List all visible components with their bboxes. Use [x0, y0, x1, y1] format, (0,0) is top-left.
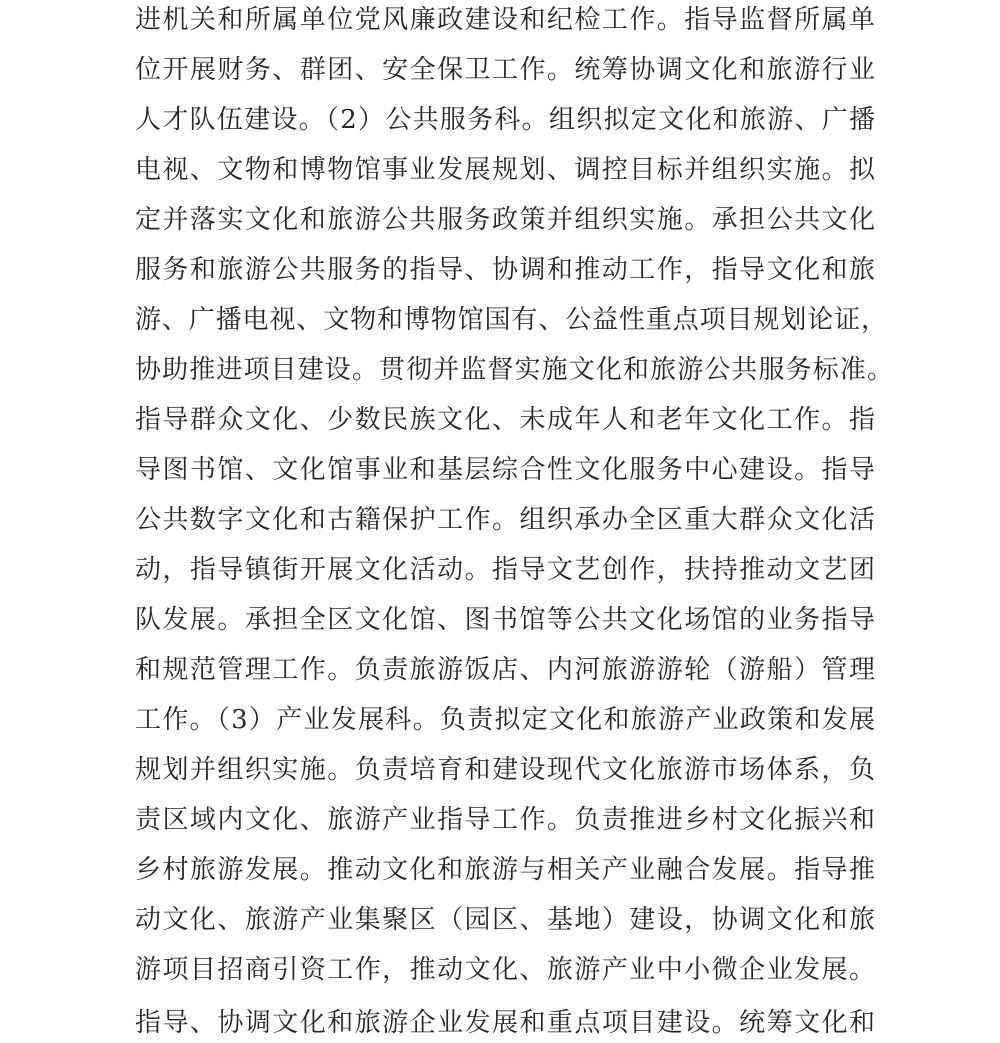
text-line-21: 指导、协调文化和旅游企业发展和重点项目建设。统筹文化和: [135, 1008, 875, 1038]
text-line-5: 定并落实文化和旅游公共服务政策并组织实施。承担公共文化: [135, 205, 875, 235]
text-line-2: 位开展财务、群团、安全保卫工作。统筹协调文化和旅游行业: [135, 55, 875, 85]
text-line-17: 责区域内文化、旅游产业指导工作。负责推进乡村文化振兴和: [135, 805, 875, 835]
text-line-11: 公共数字文化和古籍保护工作。组织承办全区重大群众文化活: [135, 505, 875, 535]
text-line-3: 人才队伍建设。（2）公共服务科。组织拟定文化和旅游、广播: [135, 105, 875, 135]
text-line-13: 队发展。承担全区文化馆、图书馆等公共文化场馆的业务指导: [135, 605, 875, 635]
text-line-6: 服务和旅游公共服务的指导、协调和推动工作，指导文化和旅: [135, 255, 875, 285]
text-line-10: 导图书馆、文化馆事业和基层综合性文化服务中心建设。指导: [135, 455, 875, 485]
text-line-19: 动文化、旅游产业集聚区（园区、基地）建设，协调文化和旅: [135, 905, 875, 935]
text-line-15: 工作。（3）产业发展科。负责拟定文化和旅游产业政策和发展: [135, 705, 875, 735]
text-line-12: 动，指导镇街开展文化活动。指导文艺创作，扶持推动文艺团: [135, 555, 875, 585]
text-line-4: 电视、文物和博物馆事业发展规划、调控目标并组织实施。拟: [135, 155, 875, 185]
text-line-18: 乡村旅游发展。推动文化和旅游与相关产业融合发展。指导推: [135, 855, 875, 885]
text-line-9: 指导群众文化、少数民族文化、未成年人和老年文化工作。指: [135, 405, 875, 435]
text-line-1: 进机关和所属单位党风廉政建设和纪检工作。指导监督所属单: [135, 5, 875, 35]
text-line-20: 游项目招商引资工作，推动文化、旅游产业中小微企业发展。: [135, 955, 875, 985]
text-line-16: 规划并组织实施。负责培育和建设现代文化旅游市场体系，负: [135, 755, 875, 785]
text-line-8: 协助推进项目建设。贯彻并监督实施文化和旅游公共服务标准。: [135, 355, 893, 385]
text-line-7: 游、广播电视、文物和博物馆国有、公益性重点项目规划论证，: [135, 305, 887, 335]
text-line-14: 和规范管理工作。负责旅游饭店、内河旅游游轮（游船）管理: [135, 655, 875, 685]
